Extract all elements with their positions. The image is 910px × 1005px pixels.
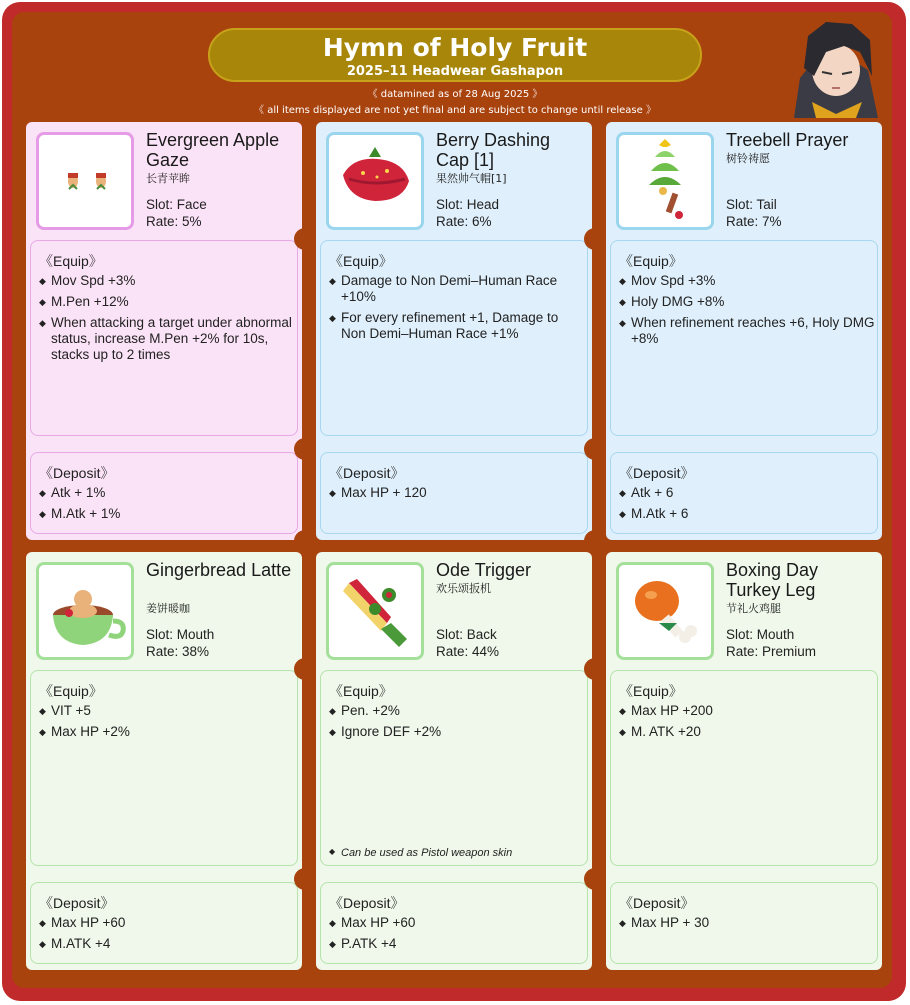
item-name: Evergreen Apple Gaze [146, 130, 280, 170]
item-name: Berry Dashing Cap [1] [436, 130, 551, 170]
item-icon-box [326, 562, 424, 660]
equip-effect: ◆ For every refinement +1, Damage to Non Demi–Human Race +1% [329, 310, 585, 342]
item-name: Ode Trigger [436, 560, 532, 580]
deposit-panel [30, 882, 298, 964]
item-card-treebell-prayer [606, 122, 882, 540]
equip-label: 《Equip》 [329, 683, 393, 699]
card-notch [294, 868, 316, 890]
equip-effect: ◆ When refinement reaches +6, Holy DMG +8% [619, 315, 875, 347]
item-slot: Slot: Head [436, 197, 500, 212]
item-icon-box [616, 132, 714, 230]
page-subtitle: 2025–11 Headwear Gashapon [346, 64, 564, 79]
equip-panel [610, 670, 878, 866]
item-name: Boxing Day Turkey Leg [726, 560, 819, 600]
item-rate: Rate: 38% [146, 644, 210, 659]
deposit-list [329, 915, 585, 957]
equip-list [39, 703, 295, 745]
deposit-label: 《Deposit》 [619, 895, 695, 911]
card-notch [584, 530, 606, 552]
item-name: Treebell Prayer [726, 130, 849, 150]
equip-panel [320, 670, 588, 866]
deposit-effect: ◆ P.ATK +4 [329, 936, 585, 952]
deposit-label: 《Deposit》 [619, 465, 695, 481]
latte-cup-icon [39, 565, 131, 657]
item-name: Gingerbread Latte [146, 560, 292, 580]
deposit-label: 《Deposit》 [39, 465, 115, 481]
item-rate: Rate: 44% [436, 644, 500, 659]
equip-effect: ◆ M.Pen +12% [39, 294, 295, 310]
deposit-effect: ◆ Max HP +60 [329, 915, 585, 931]
deposit-list [39, 915, 295, 957]
item-name-cn: 节礼火鸡腿 [726, 602, 781, 615]
item-name-cn: 树铃祷愿 [726, 152, 770, 165]
item-rate: Rate: 5% [146, 214, 202, 229]
equip-list [39, 273, 295, 368]
deposit-effect: ◆ Atk + 1% [39, 485, 295, 501]
deposit-panel [610, 882, 878, 964]
equip-label: 《Equip》 [329, 253, 393, 269]
page-title: Hymn of Holy Fruit [322, 33, 588, 62]
deposit-panel [610, 452, 878, 534]
item-icon-box [36, 132, 134, 230]
equip-effect: ◆ Damage to Non Demi–Human Race +10% [329, 273, 585, 305]
equip-effect: ◆ Pen. +2% [329, 703, 585, 719]
equip-effect: ◆ Mov Spd +3% [39, 273, 295, 289]
card-notch [584, 658, 606, 680]
item-slot: Slot: Mouth [726, 627, 795, 642]
equip-effect: ◆ Ignore DEF +2% [329, 724, 585, 740]
item-name-cn: 果然帅气帽[1] [436, 172, 507, 185]
deposit-effect: ◆ M.ATK +4 [39, 936, 295, 952]
datamined-note: 《 datamined as of 28 Aug 2025 》 [367, 89, 543, 100]
item-slot: Slot: Face [146, 197, 207, 212]
equip-effect: ◆ Holy DMG +8% [619, 294, 875, 310]
card-notch [294, 228, 316, 250]
deposit-effect: ◆ M.Atk + 6 [619, 506, 875, 522]
equip-effect: ◆ VIT +5 [39, 703, 295, 719]
item-icon-box [326, 132, 424, 230]
equip-list [329, 703, 585, 745]
pistol-icon [329, 565, 421, 657]
treebell-icon [619, 135, 711, 227]
card-notch [294, 438, 316, 460]
character-avatar [786, 18, 884, 118]
equip-panel [30, 670, 298, 866]
item-rate: Rate: 6% [436, 214, 492, 229]
item-icon-box [36, 562, 134, 660]
equip-effect: ◆ Mov Spd +3% [619, 273, 875, 289]
item-rate: Rate: 7% [726, 214, 782, 229]
turkey-leg-icon [619, 565, 711, 657]
deposit-list [619, 485, 875, 527]
equip-effect: ◆ Max HP +2% [39, 724, 295, 740]
deposit-panel [320, 882, 588, 964]
equip-label: 《Equip》 [39, 683, 103, 699]
deposit-effect: ◆ Max HP + 30 [619, 915, 875, 931]
item-card-evergreen-apple-gaze [26, 122, 302, 540]
item-card-boxing-day-turkey-leg [606, 552, 882, 970]
berry-cap-icon [329, 135, 421, 227]
deposit-list [39, 485, 295, 527]
equip-effect: ◆ M. ATK +20 [619, 724, 875, 740]
item-name-cn: 长青苹眸 [146, 172, 190, 185]
card-notch [294, 530, 316, 552]
deposit-list [619, 915, 875, 936]
equip-effect: ◆ Max HP +200 [619, 703, 875, 719]
item-rate: Rate: Premium [726, 644, 817, 659]
deposit-effect: ◆ M.Atk + 1% [39, 506, 295, 522]
item-card-berry-dashing-cap [316, 122, 592, 540]
card-notch [294, 658, 316, 680]
deposit-panel [30, 452, 298, 534]
deposit-panel [320, 452, 588, 534]
deposit-label: 《Deposit》 [329, 465, 405, 481]
equip-panel [610, 240, 878, 436]
card-notch [584, 228, 606, 250]
eyes-icon [39, 135, 131, 227]
title-banner [208, 28, 702, 82]
equip-label: 《Equip》 [619, 683, 683, 699]
equip-label: 《Equip》 [619, 253, 683, 269]
equip-list [619, 703, 875, 745]
deposit-label: 《Deposit》 [39, 895, 115, 911]
card-notch [584, 438, 606, 460]
weapon-skin-note: ◆ Can be used as Pistol weapon skin [329, 847, 512, 859]
deposit-label: 《Deposit》 [329, 895, 405, 911]
equip-label: 《Equip》 [39, 253, 103, 269]
equip-panel [320, 240, 588, 436]
equip-panel [30, 240, 298, 436]
item-name-cn: 姜饼暖咖 [146, 602, 190, 615]
card-notch [584, 868, 606, 890]
item-slot: Slot: Mouth [146, 627, 215, 642]
item-icon-box [616, 562, 714, 660]
deposit-effect: ◆ Max HP +60 [39, 915, 295, 931]
item-card-gingerbread-latte [26, 552, 302, 970]
item-card-ode-trigger [316, 552, 592, 970]
equip-list [619, 273, 875, 352]
item-slot: Slot: Back [436, 627, 497, 642]
disclaimer-note: 《 all items displayed are not yet final and are subject to change until release 》 [254, 105, 656, 116]
equip-effect: ◆ When attacking a target under abnormal status, increase M.Pen +2% for 10s, stacks up to 2 times [39, 315, 295, 363]
deposit-list [329, 485, 585, 506]
deposit-effect: ◆ Max HP + 120 [329, 485, 585, 501]
deposit-effect: ◆ Atk + 6 [619, 485, 875, 501]
item-slot: Slot: Tail [726, 197, 777, 212]
equip-list [329, 273, 585, 347]
item-name-cn: 欢乐颂扳机 [436, 582, 491, 595]
